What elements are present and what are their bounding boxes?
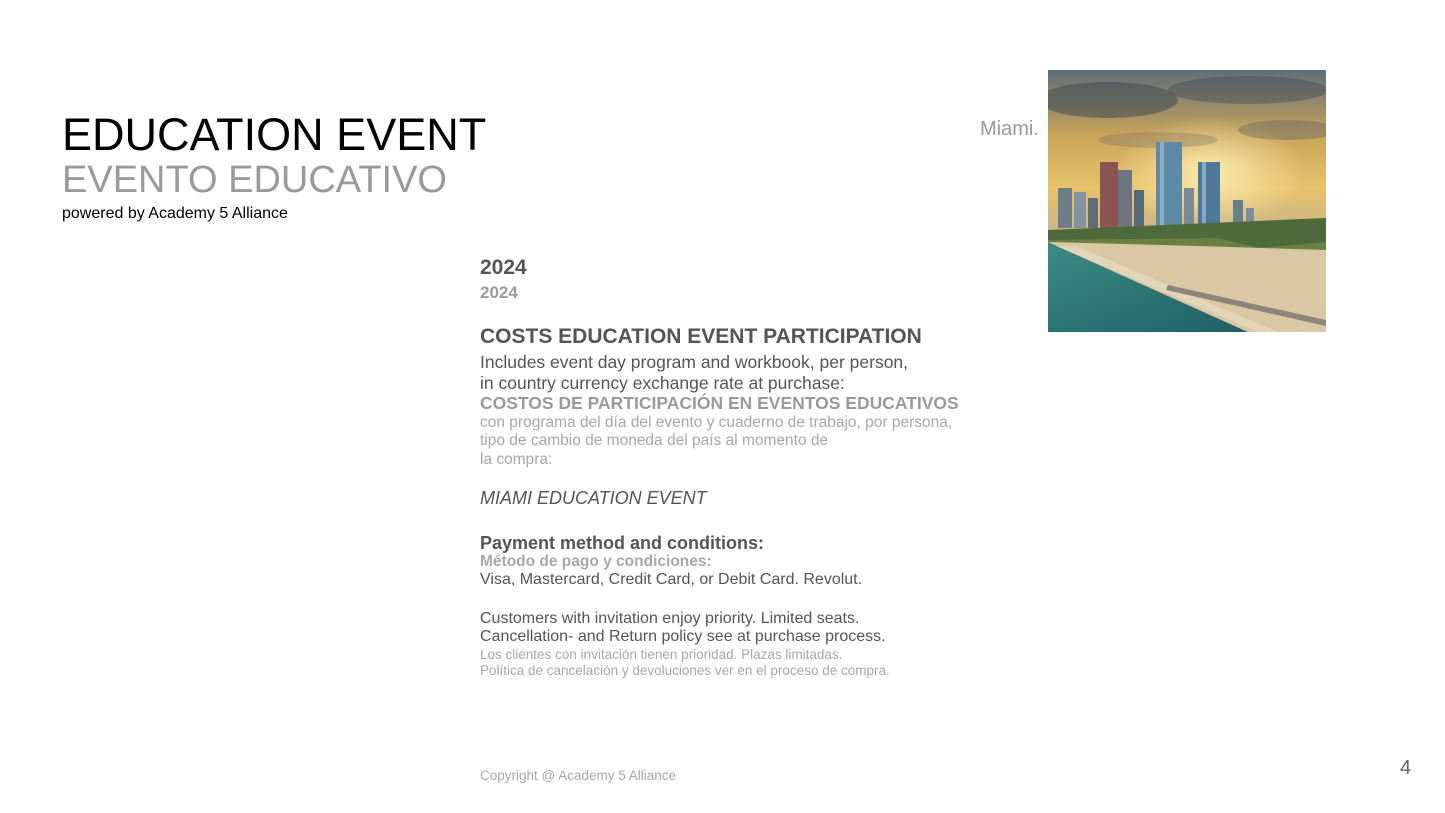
page-title: EDUCATION EVENT [62, 109, 487, 160]
costs-heading: COSTS EDUCATION EVENT PARTICIPATION [480, 325, 922, 348]
payment-methods: Visa, Mastercard, Credit Card, or Debit Card. Revolut. [480, 571, 863, 588]
costs-description-line: in country currency exchange rate at purchase: [480, 373, 845, 393]
year-heading: 2024 [480, 256, 527, 279]
costs-description-spanish-line: la compra: [480, 451, 553, 468]
conditions-line: Cancellation- and Return policy see at purchase process. [480, 628, 886, 645]
miami-skyline-image-icon [1048, 70, 1326, 332]
costs-description-spanish-line: con programa del día del evento y cuaderno de trabajo, por persona, [480, 414, 953, 431]
conditions-spanish-line: Política de cancelación y devoluciones ver en el proceso de compra. [480, 663, 890, 678]
conditions-spanish-line: Los clientes con invitación tienen prioridad. Plazas limitadas. [480, 647, 843, 662]
page-number: 4 [1400, 757, 1412, 779]
year-subheading: 2024 [480, 283, 518, 302]
costs-description-spanish-line: tipo de cambio de moneda del país al momento de [480, 432, 829, 449]
page-subtitle: EVENTO EDUCATIVO [62, 159, 447, 201]
conditions-line: Customers with invitation enjoy priority. Limited seats. [480, 610, 860, 627]
miami-photo [1048, 70, 1326, 332]
costs-description-line: Includes event day program and workbook, per person, [480, 352, 909, 372]
powered-by-text: powered by Academy 5 Alliance [62, 205, 288, 222]
copyright-footer: Copyright @ Academy 5 Alliance [480, 768, 677, 783]
event-name: MIAMI EDUCATION EVENT [480, 488, 707, 508]
city-label: Miami. [980, 118, 1039, 140]
costs-heading-spanish: COSTOS DE PARTICIPACIÓN EN EVENTOS EDUCATIVOS [480, 393, 959, 413]
payment-heading-spanish: Método de pago y condiciones: [480, 553, 712, 570]
payment-heading: Payment method and conditions: [480, 533, 765, 553]
